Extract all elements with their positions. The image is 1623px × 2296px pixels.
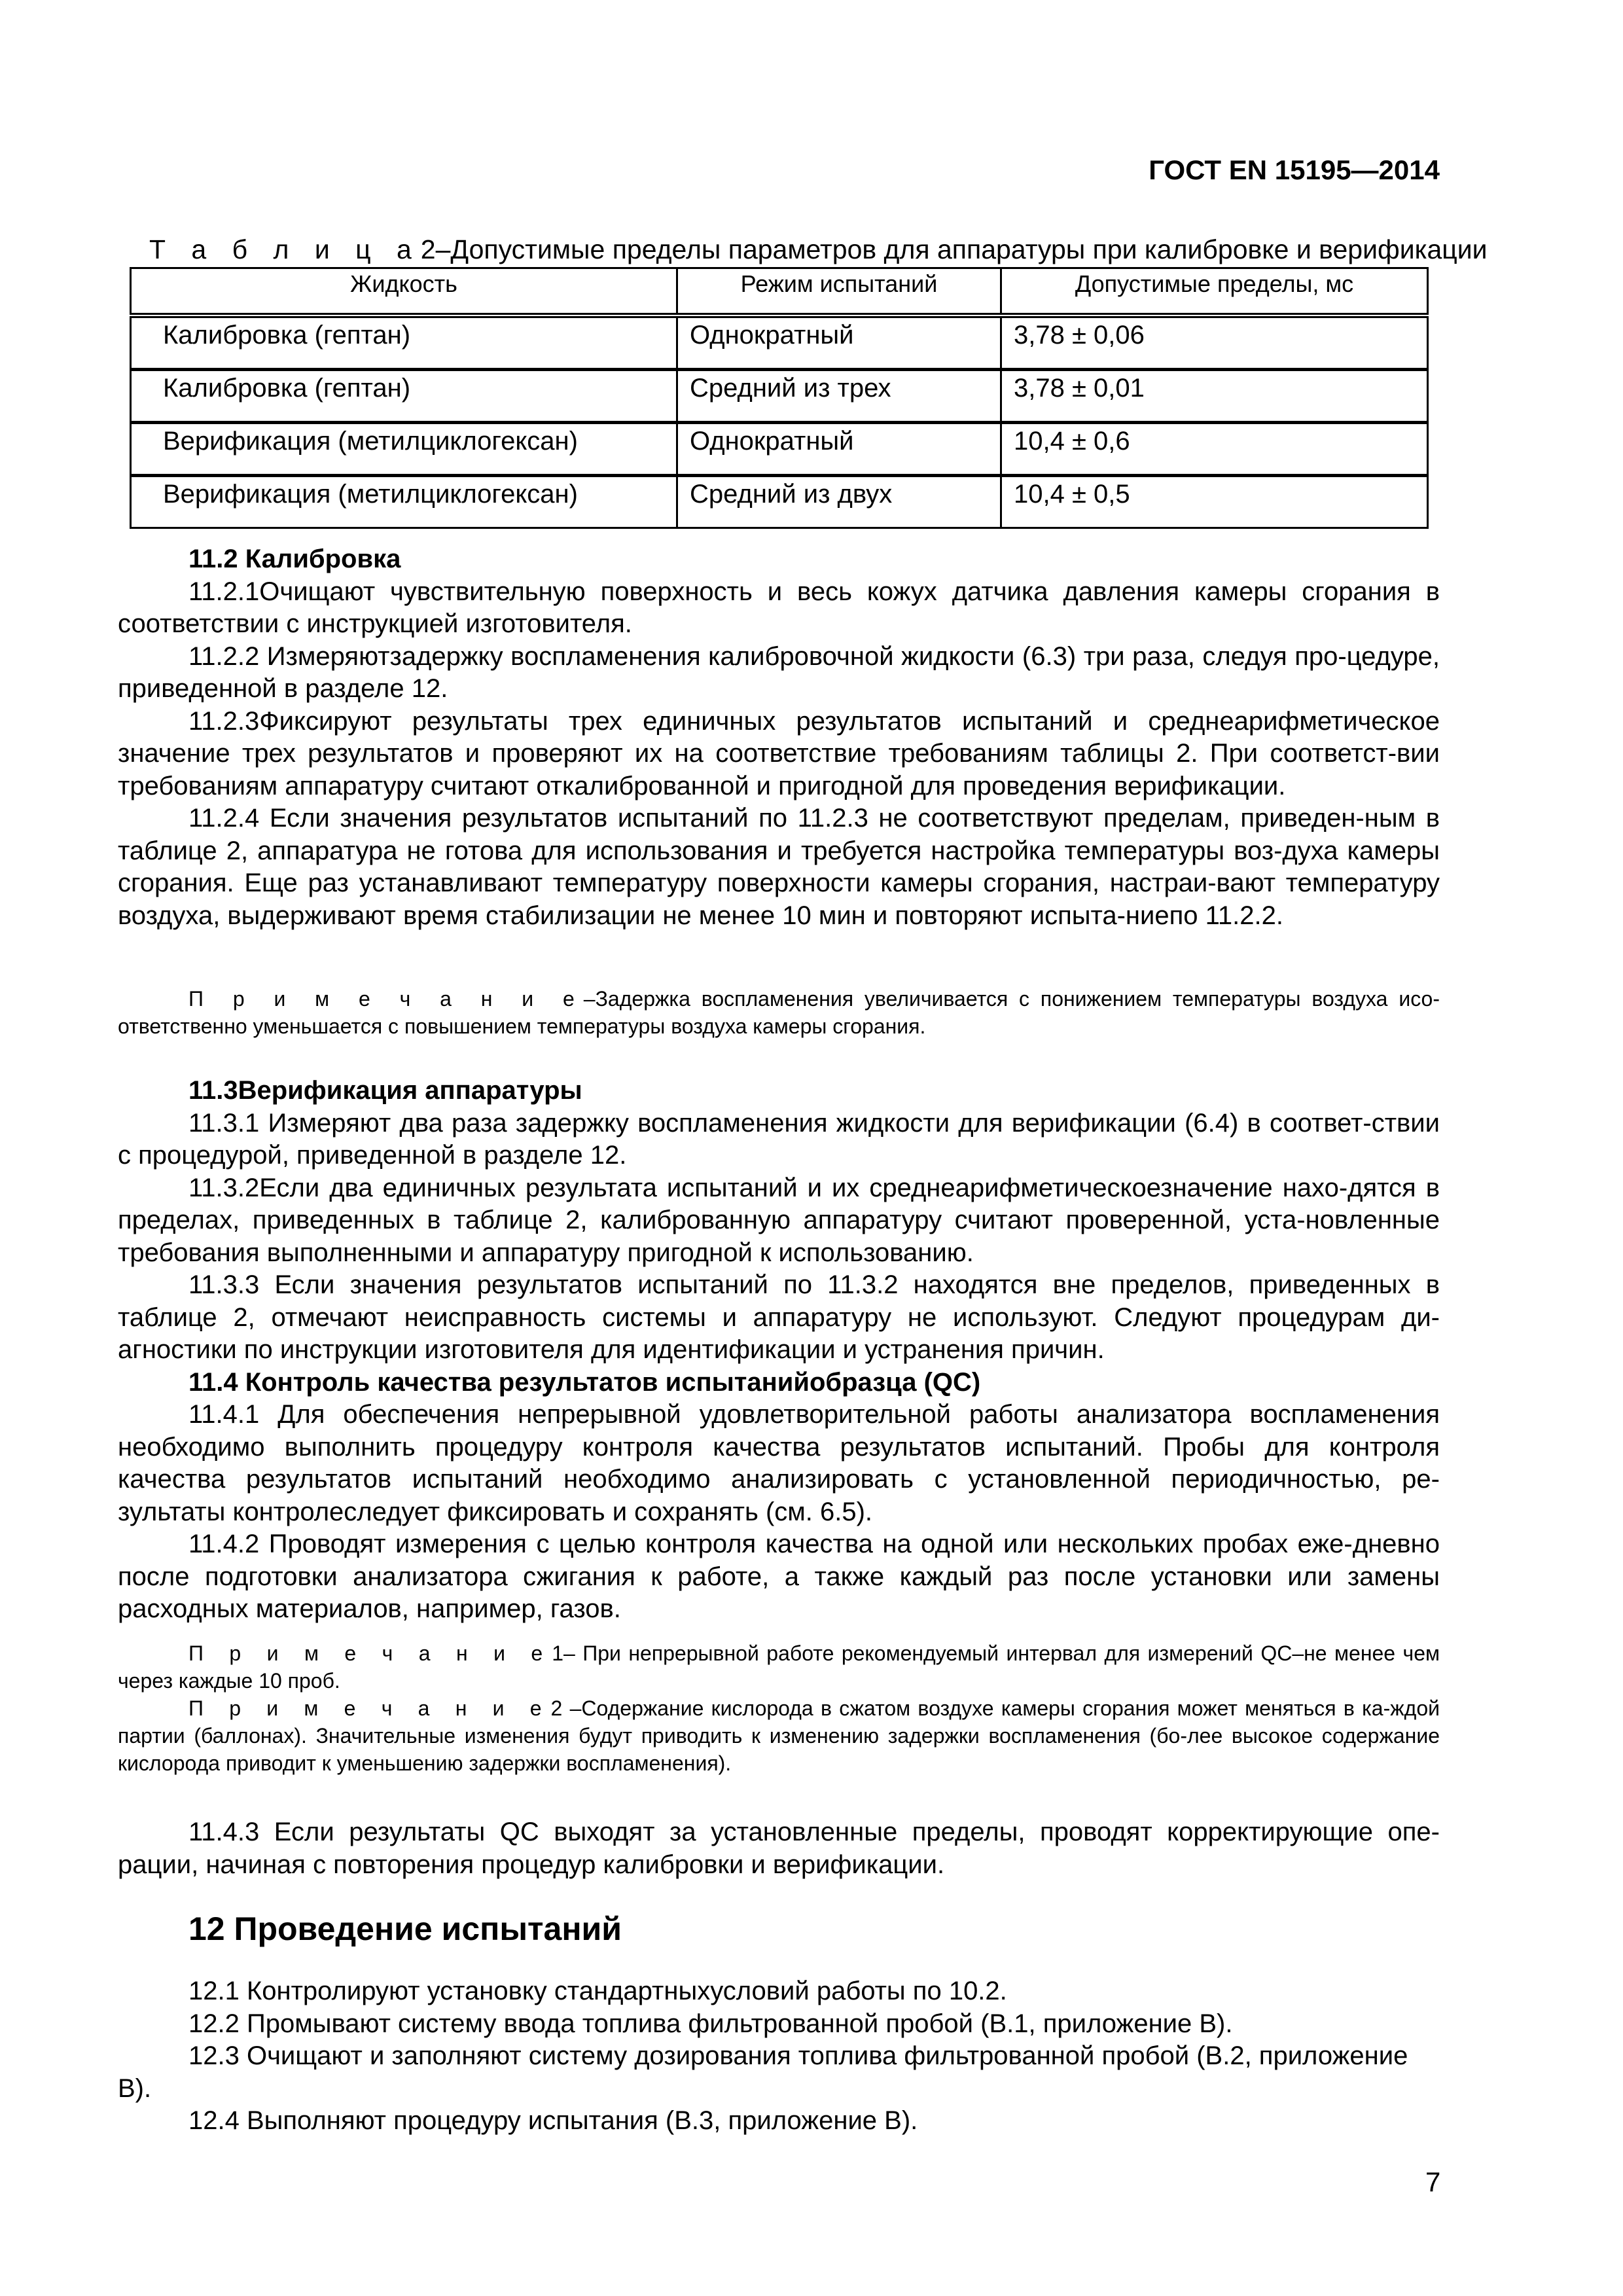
paragraph: 11.2.2 Измеряютзадержку воспламенения калибровочной жидкости (6.3) три раза, следуя про-цедуре, приведенной в разделе 12. bbox=[118, 641, 1440, 703]
section-12-items bbox=[118, 1975, 1440, 2138]
caption-label: Т а б л и ц а bbox=[149, 234, 421, 264]
section-11-3 bbox=[118, 1075, 1440, 1626]
note-paragraph bbox=[118, 985, 1440, 1040]
section-heading: 11.3Верификация аппаратуры bbox=[188, 1076, 582, 1105]
section-12 bbox=[118, 1910, 1440, 1948]
column-header: Допустимые пределы, мс bbox=[1001, 268, 1428, 316]
table-cell: Калибровка (гептан) bbox=[131, 370, 677, 423]
note-text: 1– При непрерывной работе рекомендуемый интервал для измерений QC–не менее чем через каждые 10 проб. bbox=[118, 1641, 1440, 1693]
list-item: 12.1 Контролируют установку стандартныхусловий работы по 10.2. bbox=[188, 1977, 1007, 2005]
table-cell: Средний из двух bbox=[677, 476, 1001, 528]
table-row bbox=[131, 423, 1428, 476]
paragraph: 11.3.3 Если значения результатов испытаний по 11.3.2 находятся вне пределов, приведенных в таблице 2, отмечают неисправность системы и аппаратуру не используют. Следуют процедурам ди-агностики по инструкции изготовителя для идентификации и устранения причин. bbox=[118, 1270, 1440, 1364]
table-row bbox=[131, 370, 1428, 423]
table-cell: 3,78 ± 0,06 bbox=[1001, 315, 1428, 370]
table-row bbox=[131, 476, 1428, 528]
note-text: –Задержка воспламенения увеличивается с понижением температуры воздуха исо-ответственно уменьшается с повышением температуры воздуха камеры сгорания. bbox=[118, 987, 1440, 1038]
note-paragraph bbox=[118, 1640, 1440, 1695]
note bbox=[118, 985, 1440, 1040]
table-cell: 10,4 ± 0,6 bbox=[1001, 423, 1428, 476]
note-label: П р и м е ч а н и е bbox=[188, 1641, 552, 1665]
note-label: П р и м е ч а н и е bbox=[188, 987, 584, 1011]
list-item: 12.4 Выполняют процедуру испытания (В.3, приложение В). bbox=[188, 2106, 918, 2135]
column-header: Жидкость bbox=[131, 268, 677, 316]
table-cell: 3,78 ± 0,01 bbox=[1001, 370, 1428, 423]
section-heading: 11.4 Контроль качества результатов испытанийобразца (QC) bbox=[188, 1367, 981, 1397]
table-cell: Однократный bbox=[677, 315, 1001, 370]
table-cell: Верификация (метилциклогексан) bbox=[131, 476, 677, 528]
paragraph: 11.3.2Если два единичных результата испытаний и их среднеарифметическоезначение нахо-дятся в пределах, приведенных в таблице 2, калиброванную аппаратуру считают проверенной, уста-новленные требования выполненными и аппаратуру пригодной к использованию. bbox=[118, 1173, 1440, 1267]
section-heading: 12 Проведение испытаний bbox=[188, 1910, 622, 1947]
paragraph: 11.4.3 Если результаты QC выходят за установленные пределы, проводят корректирующие опе-рации, начиная с повторения процедур калибровки и верификации. bbox=[118, 1818, 1440, 1879]
paragraph: 11.4.1 Для обеспечения непрерывной удовлетворительной работы анализатора воспламенения необходимо выполнить процедуру контроля качества результатов испытаний. Пробы для контроля качества результатов испытаний необходимо анализировать с установленной периодичностью, ре-зультаты контролеследует фиксировать и сохранять (см. 6.5). bbox=[118, 1400, 1440, 1526]
paragraph: 11.4.2 Проводят измерения с целью контроля качества на одной или нескольких пробах еже-дневно после подготовки анализатора сжигания к работе, а также каждый раз после установки или замены расходных материалов, например, газов. bbox=[118, 1530, 1440, 1623]
paragraph: 11.3.1 Измеряют два раза задержку воспламенения жидкости для верификации (6.4) в соответ-ствии с процедурой, приведенной в разделе 12. bbox=[118, 1108, 1440, 1170]
caption-text: 2–Допустимые пределы параметров для аппаратуры при калибровке и верификации bbox=[420, 234, 1488, 264]
page-number: 7 bbox=[1425, 2166, 1441, 2197]
list-item: 12.2 Промывают систему ввода топлива фильтрованной пробой (В.1, приложение В). bbox=[188, 2009, 1233, 2038]
paragraph: 11.2.1Очищают чувствительную поверхность и весь кожух датчика давления камеры сгорания в соответствии с инструкцией изготовителя. bbox=[118, 577, 1440, 638]
section-11-2 bbox=[118, 543, 1440, 932]
paragraph: 11.2.4 Если значения результатов испытаний по 11.2.3 не соответствуют пределам, приведен-ным в таблице 2, аппаратура не готова для использования и требуется настройка температуры воз-духа камеры сгорания. Еще раз устанавливают температуру поверхности камеры сгорания, настраи-вают температуру воздуха, выдерживают время стабилизации не менее 10 мин и повторяют испыта-ниепо 11.2.2. bbox=[118, 804, 1440, 930]
table-cell: Средний из трех bbox=[677, 370, 1001, 423]
table-cell: Калибровка (гептан) bbox=[131, 315, 677, 370]
table-header-row bbox=[131, 268, 1428, 316]
list-item: 12.3 Очищают и заполняют систему дозирования топлива фильтрованной пробой (В.2, приложение В). bbox=[118, 2041, 1408, 2103]
table-cell: Верификация (метилциклогексан) bbox=[131, 423, 677, 476]
column-header: Режим испытаний bbox=[677, 268, 1001, 316]
table-row bbox=[131, 315, 1428, 370]
table-caption bbox=[149, 234, 1488, 265]
notes-11-4 bbox=[118, 1640, 1440, 1777]
note-paragraph bbox=[118, 1695, 1440, 1777]
document-header: ГОСТ EN 15195—2014 bbox=[1149, 154, 1440, 185]
table-cell: 10,4 ± 0,5 bbox=[1001, 476, 1428, 528]
section-heading: 11.2 Калибровка bbox=[188, 545, 401, 573]
parameters-table bbox=[130, 267, 1429, 529]
note-label: П р и м е ч а н и е bbox=[188, 1696, 551, 1720]
table-cell: Однократный bbox=[677, 423, 1001, 476]
note-text: 2 –Содержание кислорода в сжатом воздухе камеры сгорания может меняться в ка-ждой партии (баллонах). Значительные изменения будут приводить к изменению задержки воспламенения (бо-лее высокое содержание кислорода приводит к уменьшению задержки воспламенения). bbox=[118, 1696, 1440, 1775]
paragraph-11-4-3 bbox=[118, 1816, 1440, 1881]
paragraph: 11.2.3Фиксируют результаты трех единичных результатов испытаний и среднеарифметическое значение трех результатов и проверяют их на соответствие требованиям таблицы 2. При соответст-вии требованиям аппаратуру считают откалиброванной и пригодной для проведения верификации. bbox=[118, 706, 1440, 800]
